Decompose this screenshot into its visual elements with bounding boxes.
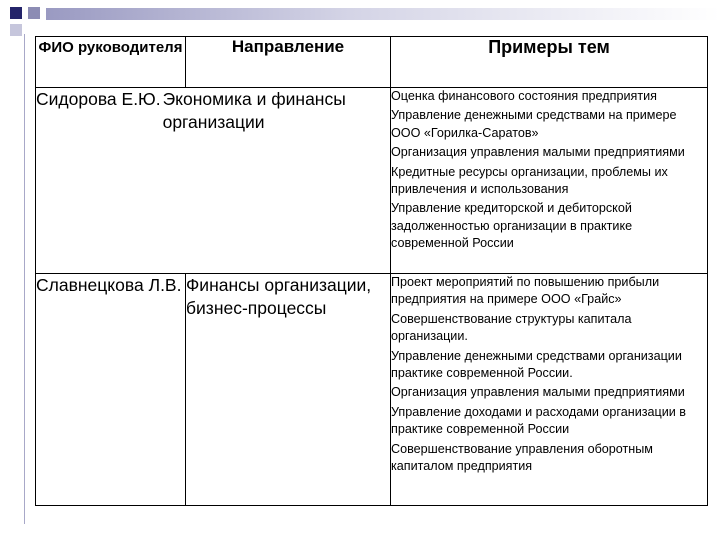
topic-item: Совершенствование управления оборотным капиталом предприятия: [391, 441, 653, 474]
supervisor-direction: Финансы организации, бизнес-процессы: [186, 274, 391, 506]
topic-item: Проект мероприятий по повышению прибыли предприятия на примере ООО «Грайс»: [391, 275, 660, 307]
corner-square-mid: [28, 7, 40, 19]
topic-item: Организация управления малыми предприятиями: [391, 145, 685, 160]
supervisor-name: Славнецкова Л.В.: [36, 274, 186, 506]
corner-square-dark: [10, 7, 22, 19]
topic-item: Оценка финансового состояния предприятия: [391, 89, 657, 103]
decorative-left-line: [24, 34, 25, 524]
supervisor-direction-cell: [36, 88, 391, 274]
table-row: [36, 88, 708, 274]
corner-square-light: [10, 24, 22, 36]
topic-item: Совершенствование структуры капитала организации.: [391, 311, 632, 344]
topic-item: Кредитные ресурсы организации, проблемы их привлечения и использования: [391, 164, 668, 197]
topic-item: Управление денежными средствами на примере ООО «Горилка-Саратов»: [391, 108, 677, 140]
topic-item: Управление денежными средствами организации практике современной России.: [391, 348, 682, 381]
topic-item: Управление доходами и расходами организации в практике современной России: [391, 404, 686, 437]
supervisor-name: Сидорова Е.Ю.: [36, 89, 161, 109]
table-header-row: [36, 37, 708, 88]
table-row: [36, 274, 708, 506]
topics-cell: [391, 88, 708, 274]
header-topic-examples: Примеры тем: [391, 37, 708, 88]
topic-item: Управление кредиторской и дебиторской задолженностью организации в практике современной России: [391, 201, 633, 251]
decorative-gradient-bar: [46, 8, 720, 20]
topic-item: Организация управления малыми предприятиями: [391, 385, 685, 400]
supervisors-table: [35, 36, 708, 506]
topics-cell: [391, 274, 708, 506]
supervisor-direction: Экономика и финансы организации: [162, 89, 346, 132]
header-direction: Направление: [186, 37, 391, 88]
header-supervisor-name: ФИО руководителя: [36, 37, 186, 88]
